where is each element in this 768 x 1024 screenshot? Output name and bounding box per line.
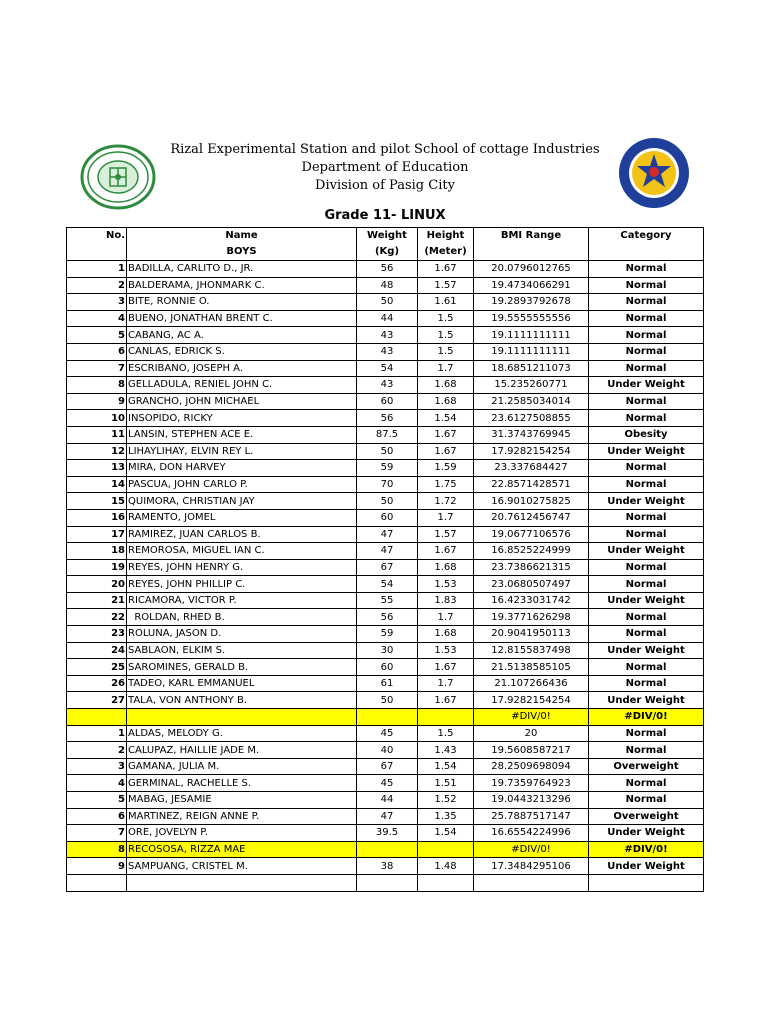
bmi-value: 23.337684427 — [474, 460, 589, 477]
table-row — [67, 841, 704, 858]
category-value: Normal — [589, 460, 704, 477]
table-row — [67, 808, 704, 825]
height-value: 1.51 — [418, 775, 474, 792]
weight-value: 43 — [357, 377, 418, 394]
height-value: 1.7 — [418, 509, 474, 526]
height-value: 1.57 — [418, 526, 474, 543]
table-row — [67, 874, 704, 891]
height-value: 1.68 — [418, 626, 474, 643]
student-name: SABLAON, ELKIM S. — [127, 642, 357, 659]
height-value: 1.72 — [418, 493, 474, 510]
row-number: 26 — [67, 675, 127, 692]
height-value — [418, 709, 474, 726]
table-row — [67, 277, 704, 294]
height-value: 1.7 — [418, 360, 474, 377]
category-value: Normal — [589, 609, 704, 626]
student-name: BALDERAMA, JHONMARK C. — [127, 277, 357, 294]
bmi-value: 18.6851211073 — [474, 360, 589, 377]
table-row — [67, 460, 704, 477]
row-number: 25 — [67, 659, 127, 676]
weight-value: 60 — [357, 659, 418, 676]
table-row — [67, 343, 704, 360]
table-row — [67, 659, 704, 676]
bmi-value: #DIV/0! — [474, 841, 589, 858]
category-value: #DIV/0! — [589, 709, 704, 726]
table-row — [67, 509, 704, 526]
student-name: BADILLA, CARLITO D., JR. — [127, 261, 357, 278]
weight-value: 54 — [357, 576, 418, 593]
student-name: ROLUNA, JASON D. — [127, 626, 357, 643]
height-value: 1.67 — [418, 443, 474, 460]
department-name: Department of Education — [301, 160, 469, 175]
row-number: 11 — [67, 426, 127, 443]
row-number: 15 — [67, 493, 127, 510]
weight-value: 56 — [357, 609, 418, 626]
row-number: 8 — [67, 377, 127, 394]
height-value: 1.83 — [418, 592, 474, 609]
student-name: REYES, JOHN PHILLIP C. — [127, 576, 357, 593]
student-name: BITE, RONNIE O. — [127, 294, 357, 311]
weight-value: 39.5 — [357, 825, 418, 842]
category-value: Normal — [589, 792, 704, 809]
student-name: GERMINAL, RACHELLE S. — [127, 775, 357, 792]
school-header — [160, 141, 610, 195]
row-number: 20 — [67, 576, 127, 593]
bmi-value: 19.0443213296 — [474, 792, 589, 809]
row-number — [67, 709, 127, 726]
bmi-value: 21.5138585105 — [474, 659, 589, 676]
table-row — [67, 675, 704, 692]
category-value — [589, 874, 704, 891]
height-value: 1.59 — [418, 460, 474, 477]
bmi-value: 12.8155837498 — [474, 642, 589, 659]
student-name: CANLAS, EDRICK S. — [127, 343, 357, 360]
height-value: 1.7 — [418, 675, 474, 692]
category-value: Under Weight — [589, 642, 704, 659]
student-name: LANSIN, STEPHEN ACE E. — [127, 426, 357, 443]
weight-value: 47 — [357, 543, 418, 560]
table-row — [67, 709, 704, 726]
weight-value: 59 — [357, 626, 418, 643]
bmi-value: 22.8571428571 — [474, 476, 589, 493]
weight-value: 54 — [357, 360, 418, 377]
category-value: Normal — [589, 675, 704, 692]
weight-value: 56 — [357, 261, 418, 278]
bmi-value: 21.2585034014 — [474, 393, 589, 410]
category-value: Under Weight — [589, 858, 704, 875]
student-name: ROLDAN, RHED B. — [127, 609, 357, 626]
height-value: 1.52 — [418, 792, 474, 809]
height-value — [418, 841, 474, 858]
height-value: 1.54 — [418, 410, 474, 427]
student-name: TALA, VON ANTHONY B. — [127, 692, 357, 709]
row-number: 13 — [67, 460, 127, 477]
row-number: 8 — [67, 841, 127, 858]
weight-value: 40 — [357, 742, 418, 759]
category-value: Normal — [589, 775, 704, 792]
student-name — [127, 709, 357, 726]
page-title: Grade 11- LINUX — [324, 208, 446, 223]
weight-value: 70 — [357, 476, 418, 493]
row-number: 16 — [67, 509, 127, 526]
bmi-value: 23.0680507497 — [474, 576, 589, 593]
table-row — [67, 443, 704, 460]
height-value: 1.61 — [418, 294, 474, 311]
category-value: Normal — [589, 626, 704, 643]
row-number: 1 — [67, 725, 127, 742]
bmi-value: 16.9010275825 — [474, 493, 589, 510]
weight-value: 61 — [357, 675, 418, 692]
student-name: TADEO, KARL EMMANUEL — [127, 675, 357, 692]
height-value: 1.5 — [418, 327, 474, 344]
bmi-value: 19.1111111111 — [474, 343, 589, 360]
bmi-value: 31.3743769945 — [474, 426, 589, 443]
category-value: Normal — [589, 725, 704, 742]
category-value: Normal — [589, 343, 704, 360]
category-value: Under Weight — [589, 825, 704, 842]
student-name: REYES, JOHN HENRY G. — [127, 559, 357, 576]
height-value: 1.53 — [418, 642, 474, 659]
height-value — [418, 874, 474, 891]
table-body — [67, 261, 704, 892]
height-value: 1.7 — [418, 609, 474, 626]
category-value: Normal — [589, 576, 704, 593]
student-name: BUENO, JONATHAN BRENT C. — [127, 310, 357, 327]
row-number: 3 — [67, 294, 127, 311]
row-number: 10 — [67, 410, 127, 427]
column-header-category: Category — [589, 228, 704, 261]
division-name: Division of Pasig City — [315, 178, 455, 193]
table-row — [67, 626, 704, 643]
bmi-table — [66, 227, 704, 892]
bmi-value: 17.9282154254 — [474, 443, 589, 460]
weight-value: 50 — [357, 294, 418, 311]
student-name: MIRA, DON HARVEY — [127, 460, 357, 477]
student-name: GELLADULA, RENIEL JOHN C. — [127, 377, 357, 394]
row-number: 22 — [67, 609, 127, 626]
table-row — [67, 410, 704, 427]
height-value: 1.67 — [418, 543, 474, 560]
bmi-value: 16.8525224999 — [474, 543, 589, 560]
weight-value: 45 — [357, 775, 418, 792]
category-value: Under Weight — [589, 493, 704, 510]
table-row — [67, 261, 704, 278]
row-number: 12 — [67, 443, 127, 460]
row-number: 9 — [67, 858, 127, 875]
table-row — [67, 576, 704, 593]
height-value: 1.53 — [418, 576, 474, 593]
table-row — [67, 360, 704, 377]
category-value: #DIV/0! — [589, 841, 704, 858]
column-header-bmi: BMI Range — [474, 228, 589, 261]
weight-value: 60 — [357, 509, 418, 526]
bmi-value: 25.7887517147 — [474, 808, 589, 825]
category-value: Normal — [589, 277, 704, 294]
bmi-value: 19.5555555556 — [474, 310, 589, 327]
table-row — [67, 476, 704, 493]
bmi-value: 20.9041950113 — [474, 626, 589, 643]
bmi-value: 23.7386621315 — [474, 559, 589, 576]
table-row — [67, 858, 704, 875]
student-name: SAROMINES, GERALD B. — [127, 659, 357, 676]
bmi-value: 17.3484295106 — [474, 858, 589, 875]
category-value: Under Weight — [589, 443, 704, 460]
table-row — [67, 725, 704, 742]
row-number: 7 — [67, 825, 127, 842]
bmi-value: 19.7359764923 — [474, 775, 589, 792]
height-value: 1.54 — [418, 825, 474, 842]
row-number: 1 — [67, 261, 127, 278]
row-number: 2 — [67, 742, 127, 759]
weight-value: 43 — [357, 343, 418, 360]
height-value: 1.75 — [418, 476, 474, 493]
student-name: RECOSOSA, RIZZA MAE — [127, 841, 357, 858]
height-value: 1.68 — [418, 393, 474, 410]
weight-value: 30 — [357, 642, 418, 659]
table-row — [67, 310, 704, 327]
category-value: Normal — [589, 742, 704, 759]
category-value: Normal — [589, 526, 704, 543]
student-name: QUIMORA, CHRISTIAN JAY — [127, 493, 357, 510]
row-number: 7 — [67, 360, 127, 377]
bmi-value: 17.9282154254 — [474, 692, 589, 709]
bmi-value: 19.2893792678 — [474, 294, 589, 311]
height-value: 1.35 — [418, 808, 474, 825]
row-number: 3 — [67, 758, 127, 775]
student-name: RICAMORA, VICTOR P. — [127, 592, 357, 609]
row-number: 5 — [67, 792, 127, 809]
column-header-weight: Weight (Kg) — [357, 228, 418, 261]
category-value: Normal — [589, 393, 704, 410]
table-row — [67, 775, 704, 792]
student-name: MARTINEZ, REIGN ANNE P. — [127, 808, 357, 825]
weight-value: 45 — [357, 725, 418, 742]
deped-seal-logo — [617, 136, 691, 210]
table-row — [67, 642, 704, 659]
category-value: Normal — [589, 659, 704, 676]
category-value: Normal — [589, 476, 704, 493]
table-row — [67, 493, 704, 510]
table-row — [67, 526, 704, 543]
height-value: 1.68 — [418, 377, 474, 394]
row-number: 4 — [67, 775, 127, 792]
category-value: Normal — [589, 261, 704, 278]
category-value: Normal — [589, 294, 704, 311]
row-number: 2 — [67, 277, 127, 294]
weight-value: 60 — [357, 393, 418, 410]
weight-value: 47 — [357, 526, 418, 543]
bmi-value: 19.0677106576 — [474, 526, 589, 543]
row-number: 23 — [67, 626, 127, 643]
student-name: RAMENTO, JOMEL — [127, 509, 357, 526]
student-name: GRANCHO, JOHN MICHAEL — [127, 393, 357, 410]
weight-value: 67 — [357, 758, 418, 775]
height-value: 1.5 — [418, 725, 474, 742]
bmi-value: 28.2509698094 — [474, 758, 589, 775]
row-number: 14 — [67, 476, 127, 493]
table-row — [67, 559, 704, 576]
height-value: 1.67 — [418, 426, 474, 443]
category-value: Obesity — [589, 426, 704, 443]
bmi-value: 21.107266436 — [474, 675, 589, 692]
row-number: 17 — [67, 526, 127, 543]
weight-value: 44 — [357, 792, 418, 809]
category-value: Overweight — [589, 758, 704, 775]
row-number: 4 — [67, 310, 127, 327]
weight-value — [357, 709, 418, 726]
student-name: SAMPUANG, CRISTEL M. — [127, 858, 357, 875]
bmi-value: 20.0796012765 — [474, 261, 589, 278]
bmi-value: 23.6127508855 — [474, 410, 589, 427]
row-number: 21 — [67, 592, 127, 609]
weight-value: 44 — [357, 310, 418, 327]
student-name: ORE, JOVELYN P. — [127, 825, 357, 842]
table-row — [67, 825, 704, 842]
weight-value: 56 — [357, 410, 418, 427]
student-name — [127, 874, 357, 891]
table-row — [67, 393, 704, 410]
bmi-value: 19.1111111111 — [474, 327, 589, 344]
height-value: 1.43 — [418, 742, 474, 759]
row-number: 27 — [67, 692, 127, 709]
height-value: 1.5 — [418, 343, 474, 360]
category-value: Overweight — [589, 808, 704, 825]
weight-value: 38 — [357, 858, 418, 875]
student-name: PASCUA, JOHN CARLO P. — [127, 476, 357, 493]
table-row — [67, 742, 704, 759]
column-header-no: No. — [67, 228, 127, 261]
category-value: Normal — [589, 327, 704, 344]
student-name: ALDAS, MELODY G. — [127, 725, 357, 742]
table-row — [67, 792, 704, 809]
weight-value: 43 — [357, 327, 418, 344]
bmi-value — [474, 874, 589, 891]
weight-value: 48 — [357, 277, 418, 294]
student-name: REMOROSA, MIGUEL IAN C. — [127, 543, 357, 560]
weight-value: 47 — [357, 808, 418, 825]
column-header-name: Name BOYS — [127, 228, 357, 261]
student-name: GAMANA, JULIA M. — [127, 758, 357, 775]
weight-value: 55 — [357, 592, 418, 609]
bmi-value: 19.4734066291 — [474, 277, 589, 294]
height-value: 1.67 — [418, 659, 474, 676]
category-value: Under Weight — [589, 377, 704, 394]
row-number — [67, 874, 127, 891]
table-row — [67, 592, 704, 609]
bmi-value: 20.7612456747 — [474, 509, 589, 526]
row-number: 6 — [67, 343, 127, 360]
height-value: 1.68 — [418, 559, 474, 576]
row-number: 9 — [67, 393, 127, 410]
table-row — [67, 609, 704, 626]
category-value: Under Weight — [589, 543, 704, 560]
table-row — [67, 327, 704, 344]
height-value: 1.5 — [418, 310, 474, 327]
category-value: Normal — [589, 360, 704, 377]
weight-value: 50 — [357, 493, 418, 510]
student-name: LIHAYLIHAY, ELVIN REY L. — [127, 443, 357, 460]
height-value: 1.67 — [418, 692, 474, 709]
column-header-height: Height (Meter) — [418, 228, 474, 261]
bmi-value: 19.5608587217 — [474, 742, 589, 759]
weight-value: 87.5 — [357, 426, 418, 443]
table-row — [67, 377, 704, 394]
bmi-value: 19.3771626298 — [474, 609, 589, 626]
table-header-row — [67, 228, 704, 261]
weight-value: 50 — [357, 692, 418, 709]
school-seal-logo — [80, 144, 156, 210]
bmi-value: 16.6554224996 — [474, 825, 589, 842]
category-value: Normal — [589, 559, 704, 576]
table-row — [67, 426, 704, 443]
row-number: 18 — [67, 543, 127, 560]
weight-value — [357, 874, 418, 891]
row-number: 24 — [67, 642, 127, 659]
weight-value: 50 — [357, 443, 418, 460]
row-number: 6 — [67, 808, 127, 825]
row-number: 19 — [67, 559, 127, 576]
student-name: CABANG, AC A. — [127, 327, 357, 344]
weight-value: 67 — [357, 559, 418, 576]
category-value: Under Weight — [589, 592, 704, 609]
category-value: Normal — [589, 509, 704, 526]
weight-value: 59 — [357, 460, 418, 477]
table-row — [67, 758, 704, 775]
student-name: CALUPAZ, HAILLIE JADE M. — [127, 742, 357, 759]
height-value: 1.48 — [418, 858, 474, 875]
row-number: 5 — [67, 327, 127, 344]
student-name: INSOPIDO, RICKY — [127, 410, 357, 427]
height-value: 1.57 — [418, 277, 474, 294]
student-name: MABAG, JESAMIE — [127, 792, 357, 809]
bmi-value: #DIV/0! — [474, 709, 589, 726]
table-row — [67, 294, 704, 311]
height-value: 1.67 — [418, 261, 474, 278]
table-row — [67, 543, 704, 560]
height-value: 1.54 — [418, 758, 474, 775]
weight-value — [357, 841, 418, 858]
bmi-value: 20 — [474, 725, 589, 742]
bmi-value: 15.235260771 — [474, 377, 589, 394]
student-name: RAMIREZ, JUAN CARLOS B. — [127, 526, 357, 543]
school-name: Rizal Experimental Station and pilot School of cottage Industries — [170, 142, 600, 157]
student-name: ESCRIBANO, JOSEPH A. — [127, 360, 357, 377]
category-value: Under Weight — [589, 692, 704, 709]
table-row — [67, 692, 704, 709]
bmi-value: 16.4233031742 — [474, 592, 589, 609]
category-value: Normal — [589, 310, 704, 327]
category-value: Normal — [589, 410, 704, 427]
